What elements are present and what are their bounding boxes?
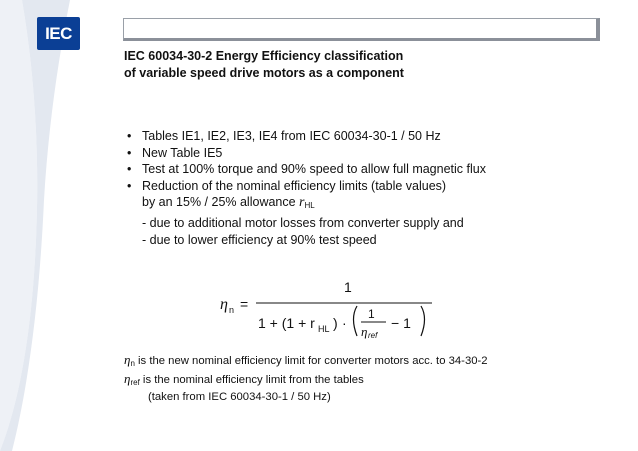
left-big-paren xyxy=(354,306,358,336)
iec-logo xyxy=(37,17,80,50)
bullet-text: Reduction of the nominal efficiency limits (table values) xyxy=(142,178,447,193)
inner-numerator: 1 xyxy=(368,307,375,321)
reason-line-2: - due to lower efficiency at 90% test speed xyxy=(142,232,377,247)
eta-ref-subscript: ref xyxy=(130,378,140,387)
note-line-1 xyxy=(124,352,488,371)
denominator-text: 1 + (1 + r xyxy=(258,315,315,331)
eta-ref-subscript: ref xyxy=(368,331,378,340)
bullet-text: New Table IE5 xyxy=(142,145,223,160)
decorative-swoosh xyxy=(0,0,130,451)
notes xyxy=(124,352,488,405)
bullet-dot: • xyxy=(127,145,132,160)
bullet-item xyxy=(127,128,486,145)
slide-title xyxy=(124,48,404,82)
eta-n-symbol: η xyxy=(220,296,228,313)
note-text-2: is the nominal efficiency limit from the tables xyxy=(139,374,364,386)
eta-n-subscript: n xyxy=(130,359,135,368)
bullet-item xyxy=(127,178,486,195)
multiply-dot: · xyxy=(342,315,347,331)
title-line-1: IEC 60034-30-2 Energy Efficiency classification xyxy=(124,49,404,63)
bullet-dot: • xyxy=(127,178,132,193)
bullet-text: Test at 100% torque and 90% speed to allow full magnetic flux xyxy=(142,162,486,177)
close-paren: ) xyxy=(333,315,338,331)
allowance-text: by an 15% / 25% allowance xyxy=(142,195,300,210)
note-line-3: (taken from IEC 60034-30-1 / 50 Hz) xyxy=(148,391,331,403)
r-hl-subscript: HL xyxy=(318,324,330,334)
efficiency-formula xyxy=(220,276,440,340)
eta-ref-symbol: η xyxy=(361,324,368,339)
numerator-one: 1 xyxy=(344,279,352,295)
bullet-dot: • xyxy=(127,129,132,143)
note-line-2 xyxy=(124,371,488,390)
bullet-dot: • xyxy=(127,162,132,177)
bullet-text: Tables IE1, IE2, IE3, IE4 from IEC 60034-30-1 / 50 Hz xyxy=(142,129,441,143)
r-subscript: HL xyxy=(304,201,315,211)
reason-line-1: - due to additional motor losses from converter supply and xyxy=(142,215,464,230)
bullet-item xyxy=(127,145,486,162)
eta-n-symbol: η xyxy=(124,352,131,367)
equals-sign: = xyxy=(240,296,249,312)
eta-n-subscript: n xyxy=(229,305,235,315)
minus-one: − 1 xyxy=(391,315,411,331)
header-bar xyxy=(123,18,600,41)
r-symbol: r xyxy=(299,195,305,211)
bullet-item xyxy=(127,161,486,178)
eta-ref-symbol: η xyxy=(124,371,131,386)
title-line-2: of variable speed drive motors as a component xyxy=(124,66,404,80)
right-big-paren xyxy=(421,306,425,336)
logo-text: IEC xyxy=(45,23,72,43)
note-text-1: is the new nominal efficiency limit for converter motors acc. to 34-30-2 xyxy=(134,355,488,367)
allowance-line xyxy=(127,194,486,215)
bullet-list xyxy=(127,128,486,248)
